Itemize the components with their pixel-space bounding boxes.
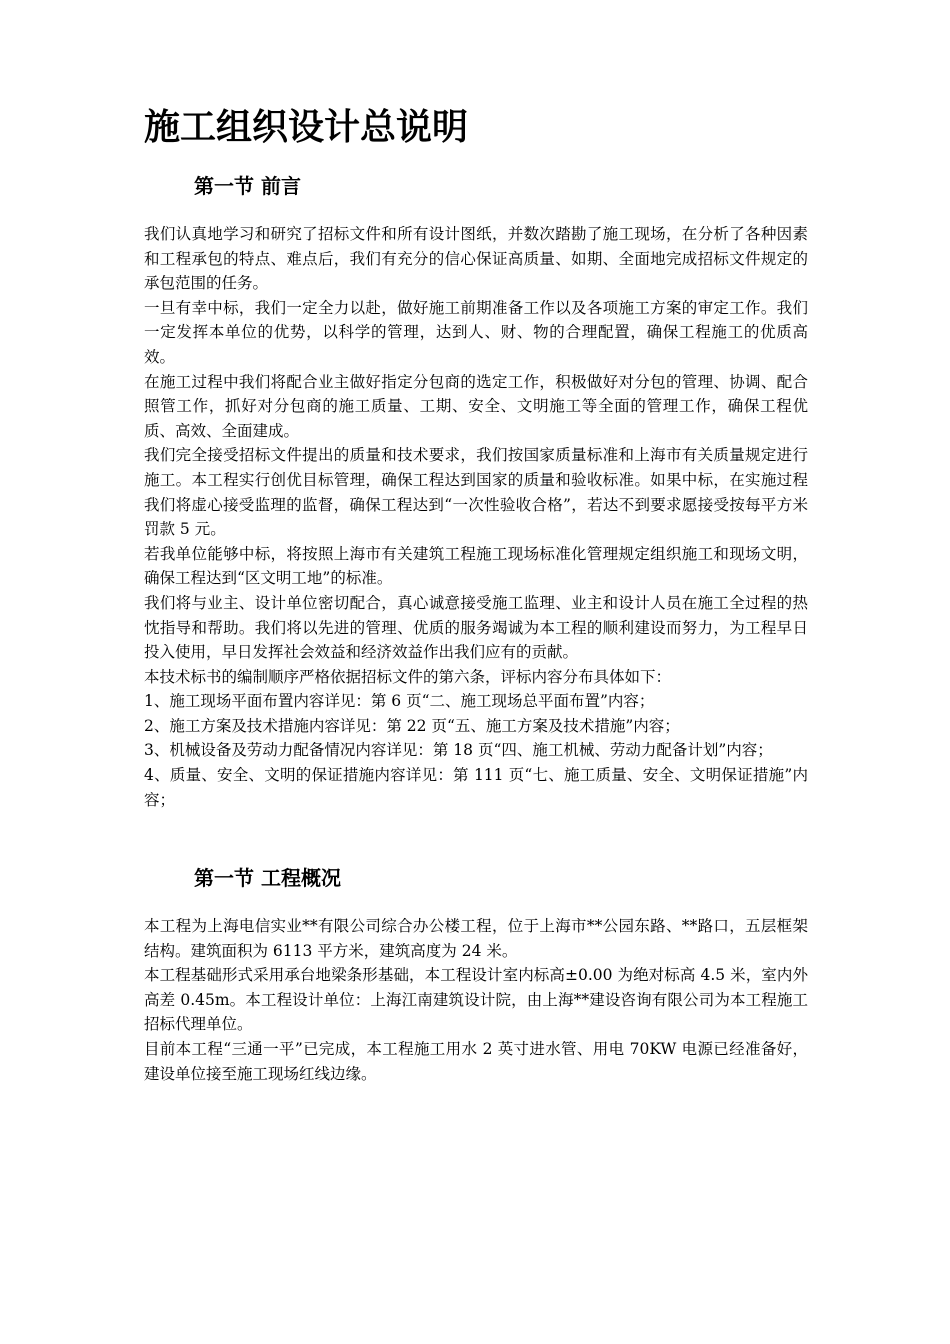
paragraph: 本工程基础形式采用承台地梁条形基础，本工程设计室内标高±0.00 为绝对标高 4.5 米，室内外高差 0.45m。本工程设计单位：上海江南建筑设计院，由上海**建设咨询有限公司为本工程施工招标代理单位。 — [144, 966, 808, 1034]
paragraph: 我们将与业主、设计单位密切配合，真心诚意接受施工监理、业主和设计人员在施工全过程的热忱指导和帮助。我们将以先进的管理、优质的服务竭诚为本工程的顺利建设而努力，为工程早日投入使用，早日发挥社会效益和经济效益作出我们应有的贡献。 — [144, 593, 808, 662]
list-item: 4、质量、安全、文明的保证措施内容详见：第 111 页“七、施工质量、安全、文明保证措施”内容； — [144, 766, 808, 809]
document-title: 施工组织设计总说明 — [144, 106, 469, 148]
list-item: 1、施工现场平面布置内容详见：第 6 页“二、施工现场总平面布置”内容； — [144, 692, 655, 711]
section-body-project-overview — [144, 914, 808, 1086]
paragraph: 在施工过程中我们将配合业主做好指定分包商的选定工作，积极做好对分包的管理、协调、配合照管工作，抓好对分包商的施工质量、工期、安全、文明施工等全面的管理工作，确保工程优质、高效、全面建成。 — [144, 372, 808, 440]
paragraph: 一旦有幸中标，我们一定全力以赴，做好施工前期准备工作以及各项施工方案的审定工作。我们一定发挥本单位的优势，以科学的管理，达到人、财、物的合理配置，确保工程施工的优质高效。 — [144, 298, 808, 366]
paragraph: 本工程为上海电信实业**有限公司综合办公楼工程，位于上海市**公园东路、**路口，五层框架结构。建筑面积为 6113 平方米，建筑高度为 24 米。 — [144, 917, 808, 960]
paragraph: 我们完全接受招标文件提出的质量和技术要求，我们按国家质量标准和上海市有关质量规定进行施工。本工程实行创优目标管理，确保工程达到国家的质量和验收标准。如果中标，在实施过程我们将虚心接受监理的监督，确保工程达到“一次性验收合格”，若达不到要求愿接受按每平方米罚款 5 元。 — [144, 446, 808, 539]
section-body-preface — [144, 222, 808, 812]
section-heading-project-overview: 第一节 工程概况 — [194, 866, 341, 890]
list-item: 3、机械设备及劳动力配备情况内容详见：第 18 页“四、施工机械、劳动力配备计划”内容； — [144, 741, 773, 760]
list-item: 2、施工方案及技术措施内容详见：第 22 页“五、施工方案及技术措施”内容； — [144, 716, 680, 735]
section-heading-preface: 第一节 前言 — [194, 174, 301, 198]
paragraph: 我们认真地学习和研究了招标文件和所有设计图纸，并数次踏勘了施工现场，在分析了各种因素和工程承包的特点、难点后，我们有充分的信心保证高质量、如期、全面地完成招标文件规定的承包范围的任务。 — [144, 225, 808, 293]
paragraph: 本技术标书的编制顺序严格依据招标文件的第六条，评标内容分布具体如下： — [144, 667, 672, 686]
paragraph: 若我单位能够中标，将按照上海市有关建筑工程施工现场标准化管理规定组织施工和现场文明，确保工程达到“区文明工地”的标准。 — [144, 544, 808, 588]
paragraph: 目前本工程“三通一平”已完成，本工程施工用水 2 英寸进水管、用电 70KW 电源已经准备好，建设单位接至施工现场红线边缘。 — [144, 1039, 808, 1083]
